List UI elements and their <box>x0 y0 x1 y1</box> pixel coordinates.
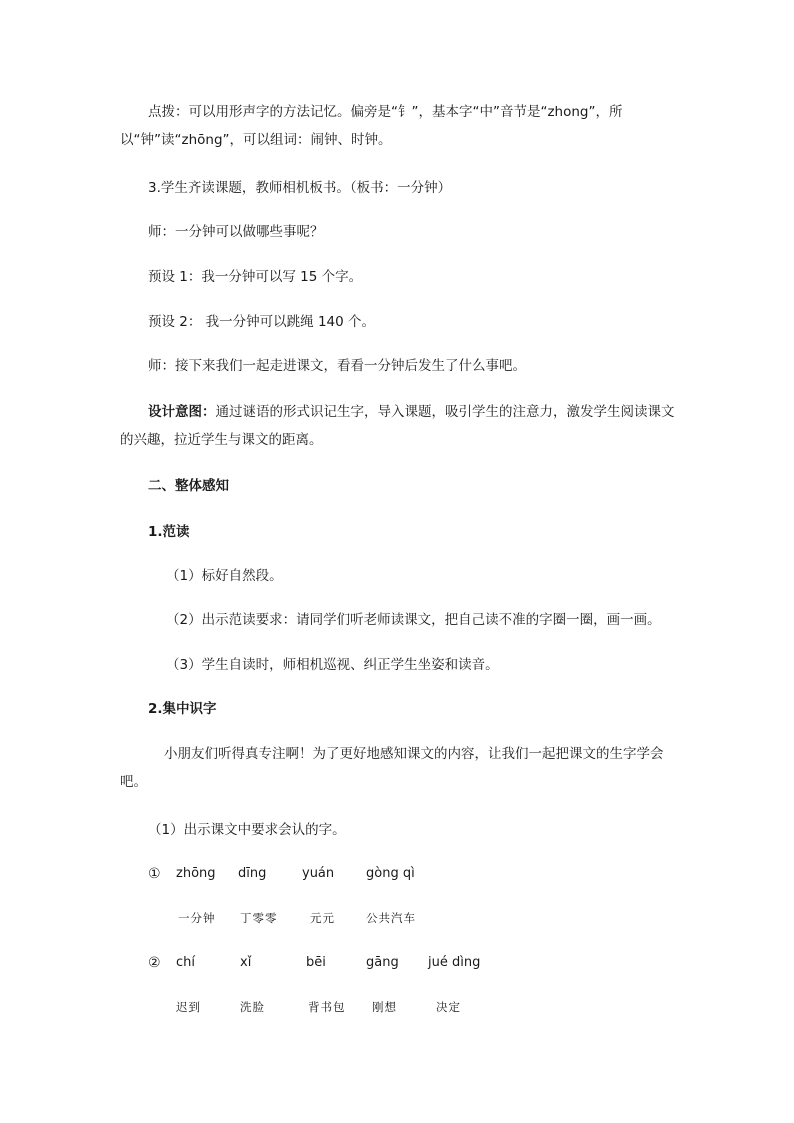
pinyin: xǐ <box>240 955 252 970</box>
pinyin: bēi <box>306 955 326 970</box>
vocab-word: 洗脸 <box>240 1000 265 1014</box>
vocab-word: 丁零零 <box>240 911 278 925</box>
section-2-heading: 二、整体感知 <box>148 478 229 494</box>
tip-paragraph <box>120 98 680 154</box>
vocab-word: 元元 <box>310 911 335 925</box>
teacher-next: 师：接下来我们一起走进课文，看看一分钟后发生了什么事吧。 <box>148 358 526 374</box>
subsection-1-heading: 1.范读 <box>148 524 190 540</box>
pinyin: chí <box>176 955 195 970</box>
pinyin: gāng <box>366 955 399 970</box>
teacher-question: 师：一分钟可以做哪些事呢？ <box>148 224 324 240</box>
sub2-item-1: （1）出示课文中要求会认的字。 <box>148 822 346 838</box>
pinyin: zhōng <box>176 866 216 881</box>
list-item: （1）标好自然段。 <box>166 568 283 584</box>
subsection-2-heading: 2.集中识字 <box>148 701 217 717</box>
pinyin: dīng <box>238 866 267 881</box>
vocab-word: 背书包 <box>308 1000 346 1014</box>
sub2-intro: 小朋友们听得真专注啊！为了更好地感知课文的内容，让我们一起把课文的生字学会吧。 <box>120 746 664 790</box>
tip-text: 可以用形声字的方法记忆。偏旁是“钅”，基本字“中”音节是“zhong”，所以“钟”读“zhōng”，可以组词：闹钟、时钟。 <box>120 104 623 148</box>
group-2-marker: ② <box>148 955 161 971</box>
pinyin: gòng qì <box>366 866 415 881</box>
preset-2: 预设 2： 我一分钟可以跳绳 140 个。 <box>148 314 376 330</box>
vocab-word: 迟到 <box>176 1000 201 1014</box>
design-paragraph <box>120 398 680 454</box>
tip-label: 点拨： <box>148 104 189 120</box>
group-1-marker: ① <box>148 866 161 882</box>
list-item: （2）出示范读要求：请同学们听老师读课文，把自己读不准的字圈一圈，画一画。 <box>166 612 661 628</box>
design-label: 设计意图： <box>148 404 216 420</box>
preset-1: 预设 1：我一分钟可以写 15 个字。 <box>148 269 363 285</box>
list-item: （3）学生自读时，师相机巡视、纠正学生坐姿和读音。 <box>166 657 499 673</box>
pinyin: yuán <box>302 866 335 881</box>
pinyin: jué dìng <box>428 955 481 970</box>
design-text: 通过谜语的形式识记生字，导入课题，吸引学生的注意力，激发学生阅读课文的兴趣，拉近学生与课文的距离。 <box>120 404 675 448</box>
step3-line: 3.学生齐读课题，教师相机板书。（板书：一分钟） <box>148 180 452 196</box>
vocab-word: 刚想 <box>372 1000 397 1014</box>
vocab-word: 决定 <box>436 1000 461 1014</box>
vocab-word: 公共汽车 <box>366 911 416 925</box>
vocab-word: 一分钟 <box>178 911 216 925</box>
